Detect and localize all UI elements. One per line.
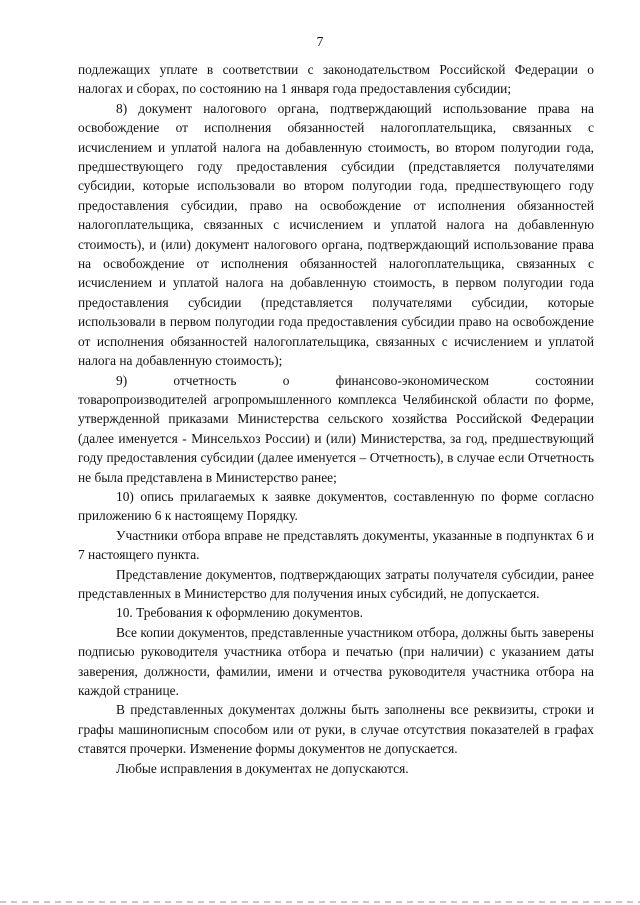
paragraph-item-9-first-line bbox=[78, 371, 594, 390]
item-9-word: отчетность bbox=[173, 372, 237, 388]
item-9-word: о bbox=[282, 372, 290, 388]
item-9-word: состоянии bbox=[535, 372, 594, 388]
item-9-word: 9) bbox=[116, 372, 128, 388]
paragraph-item-9: товаропроизводителей агропромышленного комплекса Челябинской области по форме, утвержденной приказами Министерства сельского хозяйства Российской Федерации (далее именуется - Минсельхоз России) и (или) Министерства, за год, предшествующий году предоставления субсидии (далее именуется – Отчетность), в случае если Отчетность не была представлена в Министерство ранее; bbox=[78, 391, 594, 485]
section-heading-requirements: 10. Требования к оформлению документов. bbox=[116, 605, 363, 621]
paragraph-continuation: подлежащих уплате в соответствии с законодательством Российской Федерации о налогах и сборах, по состоянию на 1 января года предоставления субсидии; bbox=[78, 62, 594, 97]
paragraph-copies: Все копии документов, представленные участником отбора, должны быть заверены подписью руководителя участника отбора и печатью (при наличии) с указанием даты заверения, должности, фамилии, имени и отчества руководителя участника отбора на каждой странице. bbox=[78, 624, 594, 698]
paragraph-participants: Участники отбора вправе не представлять документы, указанные в подпунктах 6 и 7 настоящего пункта. bbox=[78, 527, 594, 563]
paragraph-representation: Представление документов, подтверждающих затраты получателя субсидии, ранее представленных в Министерство для получения иных субсидий, не допускается. bbox=[78, 566, 594, 601]
item-9-word: финансово-экономическом bbox=[335, 372, 490, 388]
page-number: 7 bbox=[316, 34, 324, 49]
document-body bbox=[78, 60, 594, 778]
paragraph-item-8: 8) документ налогового органа, подтверждающий использование права на освобождение от исполнения обязанностей налогоплательщика, связанных с исчислением и уплатой налога на добавленную стоимость, во втором полугодии года, предшествующего году предоставления субсидии (представляется получателями субсидии, которые использовали во втором полугодии года, предшествующего году предоставления субсидии, право на освобождение от исполнения обязанностей налогоплательщика, связанных с исчислением и уплатой налога на добавленную стоимость), и (или) документ налогового органа, подтверждающий использование права на освобождение от исполнения обязанностей налогоплательщика, связанных с исчислением и уплатой налога на добавленную стоимость, в первом полугодии года предоставления субсидии (представляется получателями субсидии, которые использовали в первом полугодии года предоставления субсидии право на освобождение от исполнения обязанностей налогоплательщика, связанных с исчислением и уплатой налога на добавленную стоимость); bbox=[78, 100, 594, 369]
paragraph-filled: В представленных документах должны быть заполнены все реквизиты, строки и графы машинописным способом или от руки, в случае отсутствия показателей в графах ставятся прочерки. Изменение формы документов не допускается. bbox=[78, 702, 594, 757]
scan-artifact-line bbox=[0, 901, 640, 903]
paragraph-item-10: 10) опись прилагаемых к заявке документов, составленную по форме согласно приложению 6 к настоящему Порядку. bbox=[78, 488, 594, 524]
paragraph-corrections: Любые исправления в документах не допускаются. bbox=[116, 760, 409, 776]
